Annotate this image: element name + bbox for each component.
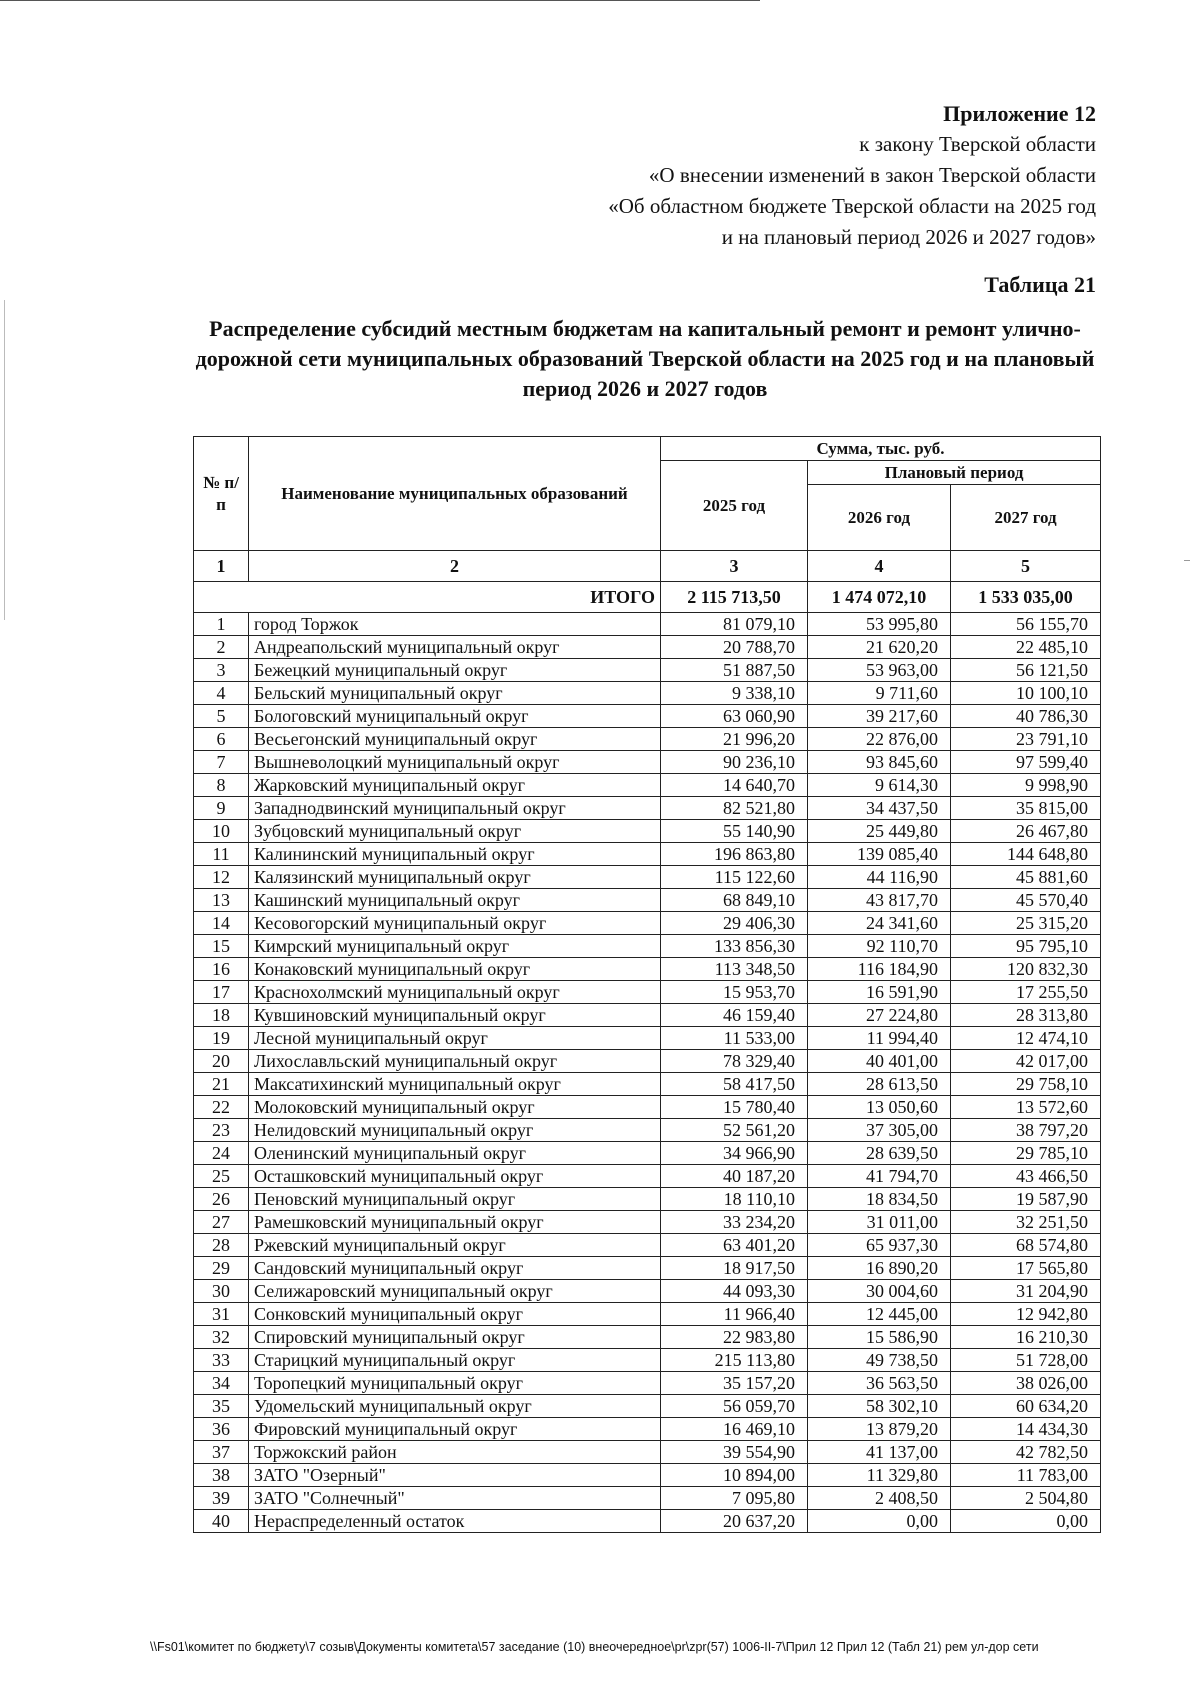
total-row <box>194 582 1101 613</box>
table-row <box>194 866 1101 889</box>
row-number: 7 <box>194 751 249 774</box>
row-number: 15 <box>194 935 249 958</box>
row-number: 1 <box>194 613 249 636</box>
value-2026: 36 563,50 <box>808 1372 951 1395</box>
row-number: 23 <box>194 1119 249 1142</box>
value-2025: 68 849,10 <box>661 889 808 912</box>
row-number: 25 <box>194 1165 249 1188</box>
value-2025: 22 983,80 <box>661 1326 808 1349</box>
row-number: 9 <box>194 797 249 820</box>
table-row <box>194 1487 1101 1510</box>
table-row <box>194 1050 1101 1073</box>
column-index: 4 <box>808 551 951 582</box>
table-row <box>194 659 1101 682</box>
table-row <box>194 1395 1101 1418</box>
value-2026: 25 449,80 <box>808 820 951 843</box>
row-number: 37 <box>194 1441 249 1464</box>
value-2026: 41 137,00 <box>808 1441 951 1464</box>
value-2026: 93 845,60 <box>808 751 951 774</box>
value-2025: 215 113,80 <box>661 1349 808 1372</box>
table-row <box>194 981 1101 1004</box>
table-row <box>194 751 1101 774</box>
value-2027: 13 572,60 <box>951 1096 1101 1119</box>
value-2026: 15 586,90 <box>808 1326 951 1349</box>
value-2027: 38 797,20 <box>951 1119 1101 1142</box>
value-2027: 45 881,60 <box>951 866 1101 889</box>
table-row <box>194 912 1101 935</box>
municipality-name: Кимрский муниципальный округ <box>249 935 661 958</box>
row-number: 38 <box>194 1464 249 1487</box>
value-2026: 0,00 <box>808 1510 951 1533</box>
appendix-number: Приложение 12 <box>943 101 1096 126</box>
value-2027: 9 998,90 <box>951 774 1101 797</box>
table-row <box>194 889 1101 912</box>
value-2027: 10 100,10 <box>951 682 1101 705</box>
column-index: 5 <box>951 551 1101 582</box>
municipality-name: Конаковский муниципальный округ <box>249 958 661 981</box>
scan-top-line <box>0 0 760 1</box>
table-row <box>194 1188 1101 1211</box>
municipality-name: Калининский муниципальный округ <box>249 843 661 866</box>
table-row <box>194 958 1101 981</box>
table-row <box>194 820 1101 843</box>
document-title: Распределение субсидий местным бюджетам на капитальный ремонт и ремонт улично-дорожной сети муниципальных образований Тверской области на 2025 год и на плановый период 2026 и 2027 годов <box>195 316 1095 401</box>
scan-left-edge <box>4 300 5 620</box>
row-number: 28 <box>194 1234 249 1257</box>
value-2027: 23 791,10 <box>951 728 1101 751</box>
row-number: 31 <box>194 1303 249 1326</box>
value-2027: 12 474,10 <box>951 1027 1101 1050</box>
value-2026: 58 302,10 <box>808 1395 951 1418</box>
value-2025: 35 157,20 <box>661 1372 808 1395</box>
header-line: к закону Тверской области <box>859 132 1096 156</box>
municipality-name: Удомельский муниципальный округ <box>249 1395 661 1418</box>
value-2025: 115 122,60 <box>661 866 808 889</box>
municipality-name: ЗАТО "Солнечный" <box>249 1487 661 1510</box>
table-body <box>194 582 1101 1533</box>
table-row <box>194 935 1101 958</box>
row-number: 22 <box>194 1096 249 1119</box>
value-2025: 14 640,70 <box>661 774 808 797</box>
value-2025: 113 348,50 <box>661 958 808 981</box>
row-number: 2 <box>194 636 249 659</box>
value-2026: 2 408,50 <box>808 1487 951 1510</box>
value-2027: 17 565,80 <box>951 1257 1101 1280</box>
row-number: 20 <box>194 1050 249 1073</box>
file-path-footer: \\Fs01\комитет по бюджету\7 созыв\Документы комитета\57 заседание (10) внеочередное\pr\zpr(57) 1006-II-7\Прил 12 Прил 12 (Табл 21) рем ул-дор сети <box>150 1640 1039 1654</box>
header-line: «О внесении изменений в закон Тверской области <box>648 163 1096 187</box>
municipality-name: Жарковский муниципальный округ <box>249 774 661 797</box>
table-row <box>194 1280 1101 1303</box>
row-number: 11 <box>194 843 249 866</box>
row-number: 4 <box>194 682 249 705</box>
value-2026: 11 994,40 <box>808 1027 951 1050</box>
municipality-name: Нераспределенный остаток <box>249 1510 661 1533</box>
value-2027: 45 570,40 <box>951 889 1101 912</box>
value-2027: 144 648,80 <box>951 843 1101 866</box>
value-2027: 32 251,50 <box>951 1211 1101 1234</box>
value-2025: 39 554,90 <box>661 1441 808 1464</box>
value-2027: 42 782,50 <box>951 1441 1101 1464</box>
table-label: Таблица 21 <box>984 272 1096 297</box>
table-row <box>194 636 1101 659</box>
municipality-name: Сонковский муниципальный округ <box>249 1303 661 1326</box>
value-2026: 13 050,60 <box>808 1096 951 1119</box>
value-2026: 116 184,90 <box>808 958 951 981</box>
header-line: «Об областном бюджете Тверской области на 2025 год <box>608 194 1096 218</box>
row-number: 32 <box>194 1326 249 1349</box>
municipality-name: Вышневолоцкий муниципальный округ <box>249 751 661 774</box>
value-2025: 9 338,10 <box>661 682 808 705</box>
table-row <box>194 1211 1101 1234</box>
municipality-name: Молоковский муниципальный округ <box>249 1096 661 1119</box>
value-2026: 39 217,60 <box>808 705 951 728</box>
value-2026: 44 116,90 <box>808 866 951 889</box>
value-2027: 16 210,30 <box>951 1326 1101 1349</box>
value-2027: 25 315,20 <box>951 912 1101 935</box>
value-2025: 11 966,40 <box>661 1303 808 1326</box>
value-2027: 60 634,20 <box>951 1395 1101 1418</box>
value-2027: 51 728,00 <box>951 1349 1101 1372</box>
column-header-number: № п/п <box>194 437 249 551</box>
column-header-2025: 2025 год <box>661 461 808 551</box>
table-row <box>194 1142 1101 1165</box>
value-2027: 56 121,50 <box>951 659 1101 682</box>
row-number: 26 <box>194 1188 249 1211</box>
value-2025: 11 533,00 <box>661 1027 808 1050</box>
value-2025: 20 788,70 <box>661 636 808 659</box>
table-row <box>194 1073 1101 1096</box>
value-2027: 14 434,30 <box>951 1418 1101 1441</box>
value-2027: 40 786,30 <box>951 705 1101 728</box>
value-2025: 15 780,40 <box>661 1096 808 1119</box>
value-2025: 18 110,10 <box>661 1188 808 1211</box>
value-2025: 81 079,10 <box>661 613 808 636</box>
appendix-header <box>608 98 1096 253</box>
value-2025: 90 236,10 <box>661 751 808 774</box>
column-header-2027: 2027 год <box>951 485 1101 551</box>
value-2027: 68 574,80 <box>951 1234 1101 1257</box>
value-2026: 13 879,20 <box>808 1418 951 1441</box>
column-header-name: Наименование муниципальных образований <box>249 437 661 551</box>
municipality-name: город Торжок <box>249 613 661 636</box>
table-row <box>194 682 1101 705</box>
value-2026: 12 445,00 <box>808 1303 951 1326</box>
value-2025: 63 060,90 <box>661 705 808 728</box>
municipality-name: ЗАТО "Озерный" <box>249 1464 661 1487</box>
value-2026: 9 614,30 <box>808 774 951 797</box>
value-2025: 46 159,40 <box>661 1004 808 1027</box>
municipality-name: Лихославльский муниципальный округ <box>249 1050 661 1073</box>
value-2027: 29 785,10 <box>951 1142 1101 1165</box>
value-2027: 35 815,00 <box>951 797 1101 820</box>
value-2025: 15 953,70 <box>661 981 808 1004</box>
value-2026: 139 085,40 <box>808 843 951 866</box>
value-2027: 0,00 <box>951 1510 1101 1533</box>
value-2026: 16 591,90 <box>808 981 951 1004</box>
table-row <box>194 1119 1101 1142</box>
value-2027: 28 313,80 <box>951 1004 1101 1027</box>
table-row <box>194 728 1101 751</box>
table-row <box>194 774 1101 797</box>
row-number: 34 <box>194 1372 249 1395</box>
value-2025: 63 401,20 <box>661 1234 808 1257</box>
municipality-name: Спировский муниципальный округ <box>249 1326 661 1349</box>
value-2027: 22 485,10 <box>951 636 1101 659</box>
value-2027: 43 466,50 <box>951 1165 1101 1188</box>
total-2027: 1 533 035,00 <box>951 582 1101 613</box>
table-row <box>194 1257 1101 1280</box>
municipality-name: Андреапольский муниципальный округ <box>249 636 661 659</box>
municipality-name: Рамешковский муниципальный округ <box>249 1211 661 1234</box>
scan-mark <box>1184 560 1190 561</box>
row-number: 18 <box>194 1004 249 1027</box>
municipality-name: Бельский муниципальный округ <box>249 682 661 705</box>
row-number: 24 <box>194 1142 249 1165</box>
column-index: 2 <box>249 551 661 582</box>
value-2025: 21 996,20 <box>661 728 808 751</box>
municipality-name: Бежецкий муниципальный округ <box>249 659 661 682</box>
value-2026: 31 011,00 <box>808 1211 951 1234</box>
column-header-2026: 2026 год <box>808 485 951 551</box>
table-row <box>194 1234 1101 1257</box>
table-row <box>194 1372 1101 1395</box>
value-2026: 30 004,60 <box>808 1280 951 1303</box>
table-row <box>194 705 1101 728</box>
value-2027: 12 942,80 <box>951 1303 1101 1326</box>
total-label: ИТОГО <box>194 582 661 613</box>
municipality-name: Кесовогорский муниципальный округ <box>249 912 661 935</box>
value-2025: 55 140,90 <box>661 820 808 843</box>
value-2026: 22 876,00 <box>808 728 951 751</box>
column-index: 3 <box>661 551 808 582</box>
value-2026: 21 620,20 <box>808 636 951 659</box>
municipality-name: Пеновский муниципальный округ <box>249 1188 661 1211</box>
value-2027: 120 832,30 <box>951 958 1101 981</box>
row-number: 5 <box>194 705 249 728</box>
table-row <box>194 613 1101 636</box>
value-2025: 58 417,50 <box>661 1073 808 1096</box>
municipality-name: Фировский муниципальный округ <box>249 1418 661 1441</box>
row-number: 29 <box>194 1257 249 1280</box>
municipality-name: Торжокский район <box>249 1441 661 1464</box>
row-number: 12 <box>194 866 249 889</box>
table-row <box>194 843 1101 866</box>
value-2025: 20 637,20 <box>661 1510 808 1533</box>
column-index-row <box>194 551 1101 582</box>
value-2027: 29 758,10 <box>951 1073 1101 1096</box>
value-2026: 27 224,80 <box>808 1004 951 1027</box>
row-number: 8 <box>194 774 249 797</box>
table-row <box>194 1441 1101 1464</box>
row-number: 13 <box>194 889 249 912</box>
row-number: 10 <box>194 820 249 843</box>
value-2026: 37 305,00 <box>808 1119 951 1142</box>
municipality-name: Кувшиновский муниципальный округ <box>249 1004 661 1027</box>
header-line: и на плановый период 2026 и 2027 годов» <box>721 225 1096 249</box>
value-2027: 26 467,80 <box>951 820 1101 843</box>
total-2026: 1 474 072,10 <box>808 582 951 613</box>
municipality-name: Осташковский муниципальный округ <box>249 1165 661 1188</box>
municipality-name: Торопецкий муниципальный округ <box>249 1372 661 1395</box>
row-number: 36 <box>194 1418 249 1441</box>
municipality-name: Ржевский муниципальный округ <box>249 1234 661 1257</box>
table-row <box>194 797 1101 820</box>
column-index: 1 <box>194 551 249 582</box>
value-2025: 82 521,80 <box>661 797 808 820</box>
value-2027: 17 255,50 <box>951 981 1101 1004</box>
municipality-name: Зубцовский муниципальный округ <box>249 820 661 843</box>
municipality-name: Весьегонский муниципальный округ <box>249 728 661 751</box>
value-2027: 19 587,90 <box>951 1188 1101 1211</box>
municipality-name: Лесной муниципальный округ <box>249 1027 661 1050</box>
row-number: 19 <box>194 1027 249 1050</box>
value-2026: 49 738,50 <box>808 1349 951 1372</box>
row-number: 27 <box>194 1211 249 1234</box>
municipality-name: Селижаровский муниципальный округ <box>249 1280 661 1303</box>
municipality-name: Калязинский муниципальный округ <box>249 866 661 889</box>
value-2027: 11 783,00 <box>951 1464 1101 1487</box>
value-2025: 16 469,10 <box>661 1418 808 1441</box>
value-2025: 52 561,20 <box>661 1119 808 1142</box>
value-2026: 11 329,80 <box>808 1464 951 1487</box>
municipality-name: Старицкий муниципальный округ <box>249 1349 661 1372</box>
value-2026: 18 834,50 <box>808 1188 951 1211</box>
column-header-sum: Сумма, тыс. руб. <box>661 437 1101 461</box>
value-2027: 97 599,40 <box>951 751 1101 774</box>
table-row <box>194 1418 1101 1441</box>
row-number: 3 <box>194 659 249 682</box>
row-number: 30 <box>194 1280 249 1303</box>
row-number: 21 <box>194 1073 249 1096</box>
value-2025: 18 917,50 <box>661 1257 808 1280</box>
value-2026: 9 711,60 <box>808 682 951 705</box>
value-2026: 24 341,60 <box>808 912 951 935</box>
municipality-name: Нелидовский муниципальный округ <box>249 1119 661 1142</box>
value-2025: 40 187,20 <box>661 1165 808 1188</box>
municipality-name: Сандовский муниципальный округ <box>249 1257 661 1280</box>
value-2027: 95 795,10 <box>951 935 1101 958</box>
municipality-name: Максатихинский муниципальный округ <box>249 1073 661 1096</box>
row-number: 40 <box>194 1510 249 1533</box>
value-2025: 133 856,30 <box>661 935 808 958</box>
value-2026: 28 639,50 <box>808 1142 951 1165</box>
table-row <box>194 1096 1101 1119</box>
value-2027: 38 026,00 <box>951 1372 1101 1395</box>
row-number: 14 <box>194 912 249 935</box>
value-2026: 65 937,30 <box>808 1234 951 1257</box>
value-2026: 28 613,50 <box>808 1073 951 1096</box>
municipality-name: Западнодвинский муниципальный округ <box>249 797 661 820</box>
value-2025: 7 095,80 <box>661 1487 808 1510</box>
table-row <box>194 1303 1101 1326</box>
municipality-name: Бологовский муниципальный округ <box>249 705 661 728</box>
value-2025: 34 966,90 <box>661 1142 808 1165</box>
value-2027: 31 204,90 <box>951 1280 1101 1303</box>
column-header-planned-period: Плановый период <box>808 461 1101 485</box>
value-2026: 34 437,50 <box>808 797 951 820</box>
row-number: 16 <box>194 958 249 981</box>
table-row <box>194 1349 1101 1372</box>
value-2025: 51 887,50 <box>661 659 808 682</box>
total-2025: 2 115 713,50 <box>661 582 808 613</box>
value-2026: 53 963,00 <box>808 659 951 682</box>
value-2026: 40 401,00 <box>808 1050 951 1073</box>
table-row <box>194 1464 1101 1487</box>
value-2026: 41 794,70 <box>808 1165 951 1188</box>
row-number: 17 <box>194 981 249 1004</box>
table-row <box>194 1027 1101 1050</box>
table-row <box>194 1326 1101 1349</box>
municipality-name: Оленинский муниципальный округ <box>249 1142 661 1165</box>
row-number: 6 <box>194 728 249 751</box>
value-2026: 53 995,80 <box>808 613 951 636</box>
table-row <box>194 1510 1101 1533</box>
subsidy-table <box>193 436 1101 1533</box>
table-row <box>194 1004 1101 1027</box>
value-2025: 196 863,80 <box>661 843 808 866</box>
value-2026: 43 817,70 <box>808 889 951 912</box>
row-number: 35 <box>194 1395 249 1418</box>
value-2026: 92 110,70 <box>808 935 951 958</box>
value-2025: 33 234,20 <box>661 1211 808 1234</box>
table-row <box>194 1165 1101 1188</box>
value-2025: 29 406,30 <box>661 912 808 935</box>
value-2027: 56 155,70 <box>951 613 1101 636</box>
row-number: 39 <box>194 1487 249 1510</box>
value-2026: 16 890,20 <box>808 1257 951 1280</box>
value-2027: 2 504,80 <box>951 1487 1101 1510</box>
row-number: 33 <box>194 1349 249 1372</box>
municipality-name: Кашинский муниципальный округ <box>249 889 661 912</box>
value-2025: 44 093,30 <box>661 1280 808 1303</box>
value-2025: 78 329,40 <box>661 1050 808 1073</box>
value-2025: 10 894,00 <box>661 1464 808 1487</box>
value-2025: 56 059,70 <box>661 1395 808 1418</box>
value-2027: 42 017,00 <box>951 1050 1101 1073</box>
municipality-name: Краснохолмский муниципальный округ <box>249 981 661 1004</box>
